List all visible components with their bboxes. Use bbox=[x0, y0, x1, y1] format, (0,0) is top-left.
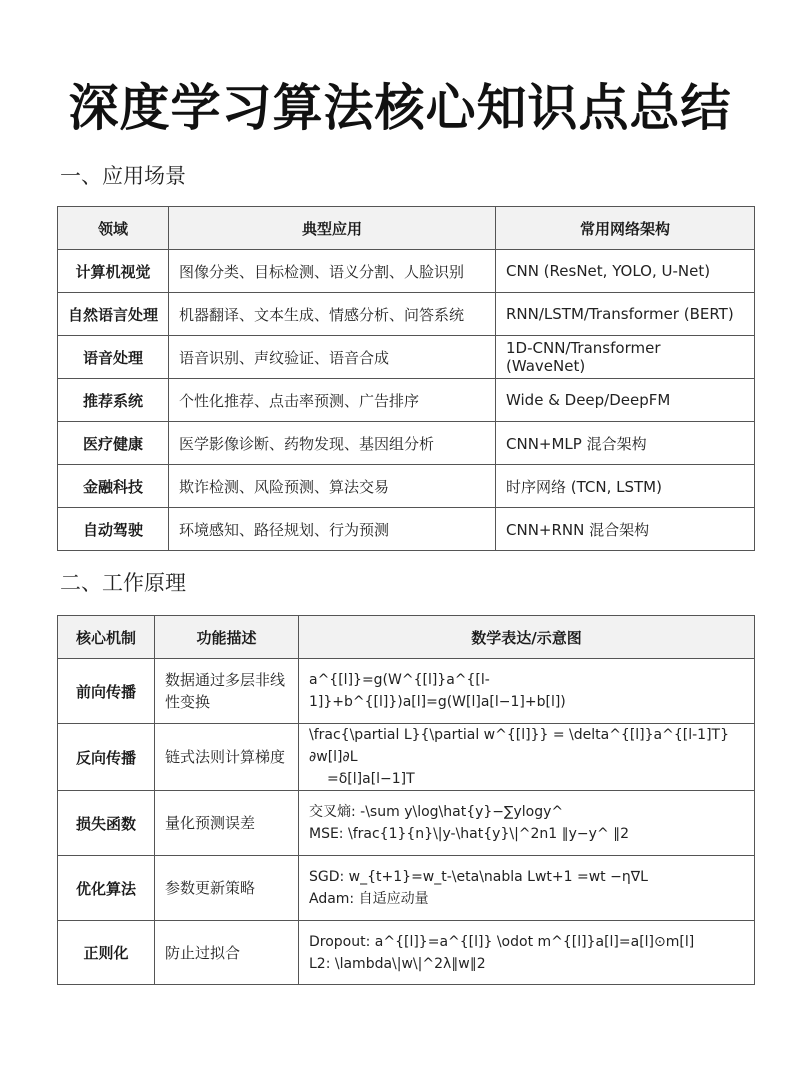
column-header-function: 功能描述 bbox=[155, 616, 299, 659]
math-expression: \frac{\partial L}{\partial w^{[l]}} = \delta^{[l]}a^{[l-1]T} ∂w[l]∂L bbox=[309, 727, 729, 765]
math-expression: L2: \lambda\|w\|^2λ∥w∥2 bbox=[309, 955, 486, 972]
column-header-math: 数学表达/示意图 bbox=[299, 616, 755, 659]
table-row bbox=[58, 465, 755, 508]
table-header-row bbox=[58, 207, 755, 250]
domain-cell: 医疗健康 bbox=[58, 422, 169, 465]
table-row bbox=[58, 659, 755, 724]
function-cell: 参数更新策略 bbox=[155, 856, 299, 921]
domain-cell: 自然语言处理 bbox=[58, 293, 169, 336]
function-cell: 数据通过多层非线性变换 bbox=[155, 659, 299, 724]
apps-cell: 图像分类、目标检测、语义分割、人脸识别 bbox=[169, 250, 496, 293]
apps-cell: 欺诈检测、风险预测、算法交易 bbox=[169, 465, 496, 508]
domain-cell: 语音处理 bbox=[58, 336, 169, 379]
mechanism-cell: 反向传播 bbox=[58, 724, 155, 791]
arch-cell: 1D-CNN/Transformer (WaveNet) bbox=[496, 336, 755, 379]
column-header-typical-apps: 典型应用 bbox=[169, 207, 496, 250]
arch-cell: CNN+MLP 混合架构 bbox=[496, 422, 755, 465]
apps-cell: 语音识别、声纹验证、语音合成 bbox=[169, 336, 496, 379]
domain-cell: 计算机视觉 bbox=[58, 250, 169, 293]
page-title: 深度学习算法核心知识点总结 bbox=[68, 79, 732, 137]
apps-cell: 机器翻译、文本生成、情感分析、问答系统 bbox=[169, 293, 496, 336]
table-header-row bbox=[58, 616, 755, 659]
column-header-domain: 领域 bbox=[58, 207, 169, 250]
apps-cell: 个性化推荐、点击率预测、广告排序 bbox=[169, 379, 496, 422]
domain-cell: 自动驾驶 bbox=[58, 508, 169, 551]
math-cell bbox=[299, 856, 755, 921]
math-expression: =δ[l]a[l−1]T bbox=[327, 771, 415, 787]
column-header-architecture: 常用网络架构 bbox=[496, 207, 755, 250]
mechanism-cell: 正则化 bbox=[58, 921, 155, 985]
math-expression: 交叉熵: -\sum y\log\hat{y}−∑ylogy^ bbox=[309, 804, 564, 820]
apps-cell: 医学影像诊断、药物发现、基因组分析 bbox=[169, 422, 496, 465]
section-heading-principles: 二、工作原理 bbox=[60, 571, 186, 595]
principles-table bbox=[57, 615, 755, 985]
mechanism-cell: 损失函数 bbox=[58, 791, 155, 856]
section-heading-applications: 一、应用场景 bbox=[60, 164, 186, 188]
math-expression: a^{[l]}=g(W^{[l]}a^{[l-1]}+b^{[l]})a[l]=g(W[l]a[l−1]+b[l]) bbox=[309, 672, 566, 710]
math-cell bbox=[299, 921, 755, 985]
arch-cell: CNN+RNN 混合架构 bbox=[496, 508, 755, 551]
arch-cell: CNN (ResNet, YOLO, U-Net) bbox=[496, 250, 755, 293]
mechanism-cell: 优化算法 bbox=[58, 856, 155, 921]
math-expression: SGD: w_{t+1}=w_t-\eta\nabla Lwt+1 =wt −η∇L bbox=[309, 869, 648, 885]
math-cell bbox=[299, 724, 755, 791]
column-header-mechanism: 核心机制 bbox=[58, 616, 155, 659]
applications-table bbox=[57, 206, 755, 551]
math-expression: Adam: 自适应动量 bbox=[309, 891, 429, 907]
table-row bbox=[58, 293, 755, 336]
math-cell bbox=[299, 791, 755, 856]
arch-cell: RNN/LSTM/Transformer (BERT) bbox=[496, 293, 755, 336]
table-row bbox=[58, 921, 755, 985]
table-row bbox=[58, 856, 755, 921]
apps-cell: 环境感知、路径规划、行为预测 bbox=[169, 508, 496, 551]
math-expression: Dropout: a^{[l]}=a^{[l]} \odot m^{[l]}a[l]=a[l]⊙m[l] bbox=[309, 933, 695, 950]
mechanism-cell: 前向传播 bbox=[58, 659, 155, 724]
math-expression: MSE: \frac{1}{n}\|y-\hat{y}\|^2n1 ∥y−y^ ∥2 bbox=[309, 826, 630, 842]
table-row bbox=[58, 724, 755, 791]
function-cell: 防止过拟合 bbox=[155, 921, 299, 985]
math-cell bbox=[299, 659, 755, 724]
domain-cell: 推荐系统 bbox=[58, 379, 169, 422]
table-row bbox=[58, 422, 755, 465]
arch-cell: 时序网络 (TCN, LSTM) bbox=[496, 465, 755, 508]
arch-cell: Wide & Deep/DeepFM bbox=[496, 379, 755, 422]
table-row bbox=[58, 250, 755, 293]
domain-cell: 金融科技 bbox=[58, 465, 169, 508]
function-cell: 量化预测误差 bbox=[155, 791, 299, 856]
table-row bbox=[58, 379, 755, 422]
function-cell: 链式法则计算梯度 bbox=[155, 724, 299, 791]
table-row bbox=[58, 508, 755, 551]
table-row bbox=[58, 336, 755, 379]
table-row bbox=[58, 791, 755, 856]
